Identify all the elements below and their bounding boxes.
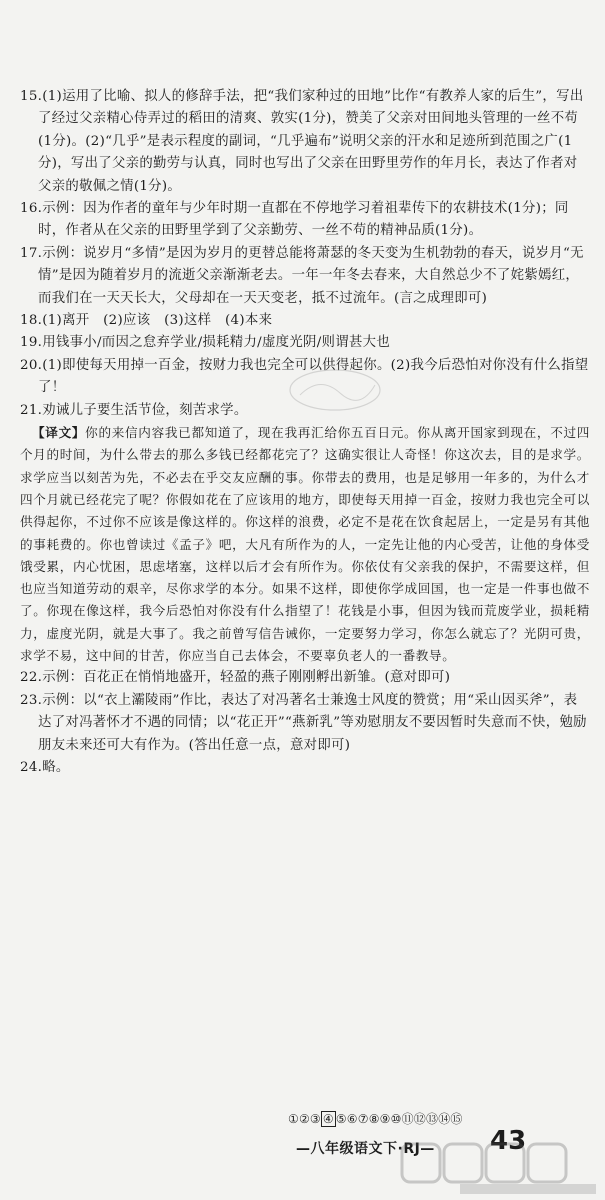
question-number-selected: ④ bbox=[322, 1112, 334, 1126]
answer-item-23: 23.示例：以“衣上灞陵雨”作比，表达了对冯著名士兼逸士风度的赞赏；用“采山因买斧”，表达了对冯著怀才不遇的同情；以“花正开”“燕新乳”等劝慰朋友不要因暂时失意而不快，勉励朋友未来还可大有作为。(答出任意一点，意对即可) bbox=[20, 692, 587, 753]
translation-tag: 【译文】 bbox=[32, 425, 86, 441]
answer-item-20: 20.(1)即使每天用掉一百金，按财力我也完全可以供得起你。(2)我今后恐怕对你没有什么指望了！ bbox=[20, 357, 589, 396]
watermark-logo bbox=[400, 1140, 600, 1196]
answer-item-22: 22.示例：百花正在悄悄地盛开，轻盈的燕子刚刚孵出新雏。(意对即可) bbox=[20, 670, 451, 686]
answer-item-15: 15.(1)运用了比喻、拟人的修辞手法，把“我们家种过的田地”比作“有教养人家的后生”，写出了经过父亲精心侍弄过的稻田的清爽、敦实(1分)，赞美了父亲对田间地头管理的一丝不苟(1分)。(2)“几乎”是表示程度的副词，“几乎遍布”说明父亲的汗水和足迹所到范围之广(1分)，写出了父亲的勤劳与认真，同时也写出了父亲在田野里劳作的年月长，表达了作者对父亲的敬佩之情(1分)。 bbox=[20, 89, 584, 194]
page-number: 43 bbox=[490, 1126, 527, 1156]
translation-text: 你的来信内容我已都知道了，现在我再汇给你五百日元。你从离开国家到现在，不过四个月的时间，为什么带去的那么多钱已经都花完了？这确实很让人奇怪！你这次去，目的是求学。求学应当以刻苦为先，不必去在乎交友应酬的事。你带去的费用，也是足够用一年多的，为什么才四个月就已经花完了呢？你假如花在了应该用的地方，即使每天用掉一百金，按财力我也完全可以供得起你，不过你不应该是像这样的。你这样的浪费，必定不是花在饮食起居上，一定是另有其他的事耗费的。你也曾读过《孟子》吧，大凡有所作为的人，一定先让他的内心受苦，让他的身体受饿受累，内心忧困，思虑堵塞，这样以后才会有所作为。你依仗有父亲我的保护，不需要这样，但也应当知道劳动的艰辛，尽你求学的本分。如果不这样，即使你学成回国，也一定是一件事也做不了。你现在像这样，我今后恐怕对你没有什么指望了！花钱是小事，但因为钱而荒废学业，损耗精力，虚度光阴，就是大事了。我之前曾写信告诫你，一定要努力学习，你怎么就忘了？光阴可贵，求学不易，这中间的甘苦，你应当自己去体会，不要辜负老人的一番教导。 bbox=[20, 425, 590, 664]
answer-item-16: 16.示例：因为作者的童年与少年时期一直都在不停地学习着祖辈传下的农耕技术(1分)；同时，作者从在父亲的田野里学到了父亲勤劳、一丝不苟的精神品质(1分)。 bbox=[20, 201, 569, 239]
answer-item-18: 18.(1)离开 (2)应该 (3)这样 (4)本来 bbox=[20, 313, 273, 329]
answer-list bbox=[20, 86, 590, 779]
book-label: —八年级语文下·RJ— bbox=[296, 1141, 435, 1157]
question-numbers-before: ①②③ bbox=[288, 1112, 321, 1126]
answer-item-17: 17.示例：说岁月“多情”是因为岁月的更替总能将萧瑟的冬天变为生机勃勃的春天，说岁月“无情”是因为随着岁月的流逝父亲渐渐老去。一年一年冬去春来，大自然总少不了姹紫嫣红，而我们在一天天长大，父母却在一天天变老，抵不过流年。(言之成理即可) bbox=[20, 245, 584, 306]
faint-stamp-mark bbox=[285, 365, 385, 415]
answer-item-24: 24.略。 bbox=[20, 759, 70, 775]
answer-item-19: 19.用钱事小/而因之怠弃学业/损耗精力/虚度光阴/则谓甚大也 bbox=[20, 335, 391, 351]
answer-item-21: 21.劝诫儿子要生活节俭，刻苦求学。 bbox=[20, 402, 248, 418]
translation-paragraph bbox=[20, 422, 590, 667]
question-number-strip bbox=[288, 1110, 463, 1127]
question-numbers-after: ⑤⑥⑦⑧⑨⑩⑪⑫⑬⑭⑮ bbox=[335, 1112, 463, 1126]
